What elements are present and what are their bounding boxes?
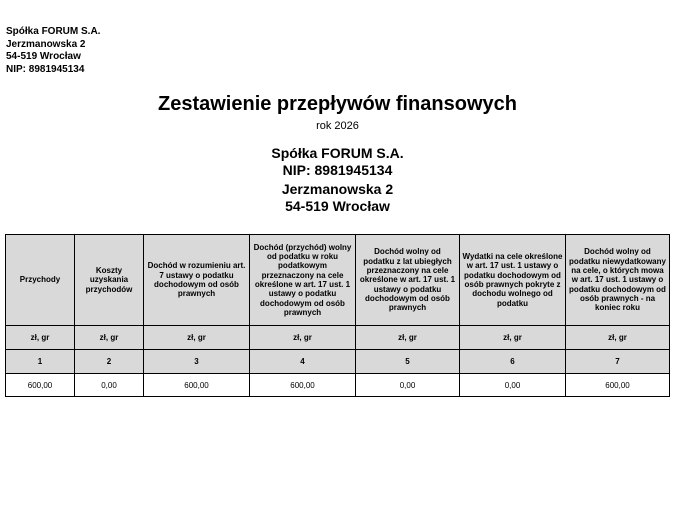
financial-flows-table bbox=[5, 234, 670, 397]
header-cell: Dochód (przychód) wolny od podatku w roku podatkowym przeznaczony na cele określone w art. 17 ust. 1 ustawy o podatku dochodowym od osób prawnych bbox=[250, 235, 356, 326]
column-number-cell: 5 bbox=[356, 350, 460, 374]
column-number-cell: 1 bbox=[6, 350, 75, 374]
table-unit-row bbox=[6, 326, 670, 350]
center-company-nip: NIP: 8981945134 bbox=[282, 161, 393, 178]
unit-cell: zł, gr bbox=[566, 326, 670, 350]
unit-cell: zł, gr bbox=[75, 326, 144, 350]
table-header-row bbox=[6, 235, 670, 326]
table-number-row bbox=[6, 350, 670, 374]
header-cell: Dochód wolny od podatku niewydatkowany na cele, o których mowa w art. 17 ust. 1 ustawy o podatku dochodowym od osób prawnych - na koniec roku bbox=[566, 235, 670, 326]
value-cell: 600,00 bbox=[566, 374, 670, 397]
header-cell: Przychody bbox=[6, 235, 75, 326]
unit-cell: zł, gr bbox=[460, 326, 566, 350]
value-cell: 600,00 bbox=[6, 374, 75, 397]
company-address-block bbox=[6, 26, 100, 76]
value-cell: 0,00 bbox=[356, 374, 460, 397]
center-company-city: 54-519 Wrocław bbox=[285, 197, 390, 214]
value-cell: 0,00 bbox=[460, 374, 566, 397]
column-number-cell: 7 bbox=[566, 350, 670, 374]
header-cell: Dochód w rozumieniu art. 7 ustawy o podatku dochodowym od osób prawnych bbox=[144, 235, 250, 326]
value-cell: 0,00 bbox=[75, 374, 144, 397]
column-number-cell: 4 bbox=[250, 350, 356, 374]
company-nip: NIP: 8981945134 bbox=[6, 63, 85, 75]
table-row bbox=[6, 374, 670, 397]
document-title: Zestawienie przepływów finansowych bbox=[158, 93, 517, 115]
column-number-cell: 6 bbox=[460, 350, 566, 374]
value-cell: 600,00 bbox=[144, 374, 250, 397]
unit-cell: zł, gr bbox=[6, 326, 75, 350]
center-company-block bbox=[0, 145, 675, 214]
company-city: 54-519 Wrocław bbox=[6, 51, 81, 62]
unit-cell: zł, gr bbox=[144, 326, 250, 350]
document-year: rok 2026 bbox=[316, 120, 359, 132]
value-cell: 600,00 bbox=[250, 374, 356, 397]
company-name: Spółka FORUM S.A. bbox=[6, 26, 101, 37]
unit-cell: zł, gr bbox=[356, 326, 460, 350]
header-cell: Dochód wolny od podatku z lat ubiegłych przeznaczony na cele określone w art. 17 ust. 1 ustawy o podatku dochodowym od osób prawnych bbox=[356, 235, 460, 326]
center-company-street: Jerzmanowska 2 bbox=[281, 181, 394, 197]
header-cell: Wydatki na cele określone w art. 17 ust. 1 ustawy o podatku dochodowym od osób prawnych pokryte z dochodu wolnego od podatku bbox=[460, 235, 566, 326]
column-number-cell: 3 bbox=[144, 350, 250, 374]
center-company-name: Spółka FORUM S.A. bbox=[271, 145, 404, 161]
company-street: Jerzmanowska 2 bbox=[6, 38, 86, 50]
unit-cell: zł, gr bbox=[250, 326, 356, 350]
header-cell: Koszty uzyskania przychodów bbox=[75, 235, 144, 326]
column-number-cell: 2 bbox=[75, 350, 144, 374]
